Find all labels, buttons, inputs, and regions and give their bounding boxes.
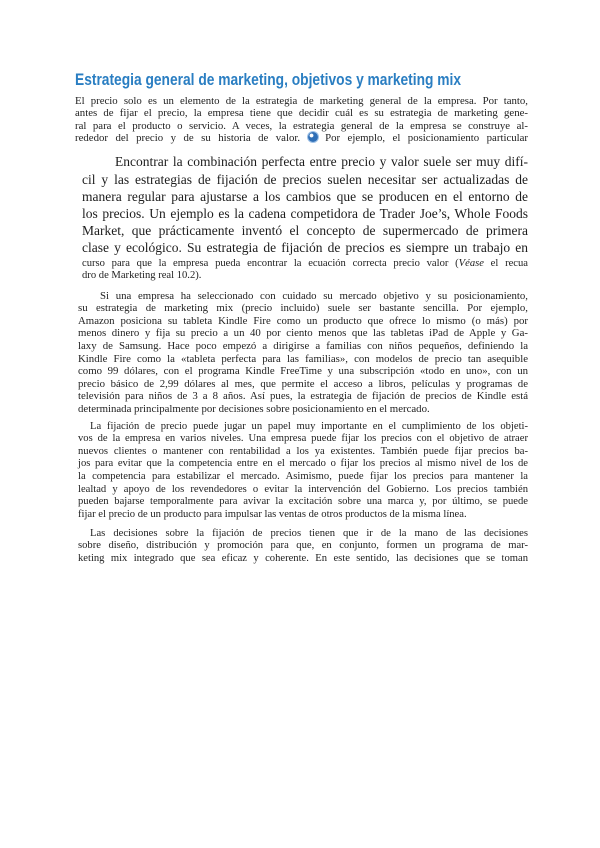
paragraph-line: La fijación de precio puede jugar un papel muy importante en el cumplimiento de los objeti-: [90, 420, 528, 432]
zoomed-line: los precios. Un ejemplo es la cadena competidora de Trader Joe’s, Whole Foods: [82, 205, 528, 221]
section-heading-text: Estrategia general de marketing, objetivos y marketing mix: [75, 70, 462, 89]
intro-line: antes de fijar el precio, la empresa tiene que decidir cuál es su estrategia de marketing gene-: [75, 107, 528, 120]
continuation-paragraph: [82, 258, 528, 283]
paragraph-marketing-mix: [78, 528, 528, 566]
section-heading: [75, 66, 467, 90]
continuation-text: curso para que la empresa pueda encontrar la ecuación correcta precio valor (: [82, 257, 459, 269]
intro-paragraph: [75, 95, 528, 145]
italic-reference: Véase: [458, 257, 484, 269]
zoomed-line: Market, que prácticamente inventó el concepto de supermercado de primera: [82, 223, 528, 239]
intro-line: [75, 132, 528, 145]
paragraph-objectives: [78, 421, 528, 522]
paragraph-positioning: [78, 290, 528, 416]
paragraph-line: pueden bajarse temporalmente para avivar la excitación sobre una marca y, por último, se puede: [78, 496, 528, 508]
paragraph-line: su estrategia de marketing mix (precio incluido) suele ser bastante sencilla. Por ejemplo,: [78, 302, 528, 315]
paragraph-line: lealtad y apoyo de los revendedores o evitar la intervención del Gobierno. Los precios también: [78, 483, 528, 495]
paragraph-line: nuevos clientes o mantener con rentabilidad a los ya existentes. También puede fijar precios ba-: [78, 445, 528, 457]
paragraph-line: Las decisiones sobre la fijación de precios tienen que ir de la mano de las decisiones: [90, 527, 528, 539]
zoomed-line: clase y ecológico. Su estrategia de fijación de precios es siempre un trabajo en: [82, 240, 528, 256]
intro-line-text: Por ejemplo, el posicionamiento particular: [325, 132, 529, 145]
paragraph-line: televisión para niños de 3 a 8 años. Así pues, la estrategia de fijación de precios de Kindle está: [78, 390, 528, 403]
paragraph-line: laxy de Samsung. Hace poco empezó a dirigirse a familias con niños pequeños, definiendo la: [78, 340, 528, 353]
continuation-line: dro de Marketing real 10.2).: [82, 270, 202, 282]
paragraph-line: jos para evitar que la competencia entre en el mercado o fijar los precios al mismo nivel de los de: [78, 458, 528, 470]
marketing-real-bullet-icon: [308, 132, 318, 142]
intro-line: El precio solo es un elemento de la estrategia de marketing general de la empresa. Por tanto,: [75, 94, 528, 107]
zoomed-line: manera regular para ajustarse a los cambios que se producen en el entorno de: [82, 188, 528, 204]
paragraph-line: menos dinero y fija su precio a un 40 por ciento menos que las tabletas iPad de Apple y Ga-: [78, 327, 528, 340]
continuation-line: [82, 258, 528, 271]
intro-line: ral para el producto o servicio. A veces, la estrategia general de la empresa se construye al-: [75, 119, 528, 132]
paragraph-line: la competencia para estabilizar el mercado. Asimismo, puede fijar los precios para mantener la: [78, 471, 528, 483]
paragraph-line: como 99 dólares, con el programa Kindle FreeTime y una subscripción «todo en uno», con un: [78, 365, 528, 378]
intro-line-text: rededor del precio y de su historia de valor.: [75, 132, 301, 145]
paragraph-line: Kindle Fire como la «tableta perfecta para las familias», con modelos de precio tan asequible: [78, 352, 528, 365]
paragraph-line: Amazon posiciona su tableta Kindle Fire como un producto que ofrece lo mismo (o más) por: [78, 314, 528, 327]
paragraph-line: Si una empresa ha seleccionado con cuidado su mercado objetivo y su posicionamiento,: [100, 289, 528, 302]
paragraph-line: sobre diseño, distribución y promoción para que, en conjunto, formen un programa de mar-: [78, 540, 528, 552]
zoomed-paragraph: [82, 153, 528, 256]
paragraph-line: precio básico de 2,99 dólares al mes, que permite el acceso a libros, películas y programas de: [78, 377, 528, 390]
continuation-text: el recua: [483, 257, 528, 269]
paragraph-line: keting mix integrado que sea eficaz y coherente. En este sentido, las decisiones que se toman: [78, 552, 528, 564]
zoomed-line: Encontrar la combinación perfecta entre precio y valor suele ser muy difí-: [115, 154, 528, 170]
paragraph-line: fijar el precio de un producto para impulsar las ventas de otros productos de la misma línea.: [78, 508, 467, 520]
paragraph-line: vos de la empresa en varios niveles. Una empresa puede fijar los precios con el objetivo de atraer: [78, 433, 528, 445]
zoomed-line: cil y las estrategias de fijación de precios suelen necesitar ser actualizadas de: [82, 171, 528, 187]
paragraph-line: determinada principalmente por decisiones sobre posicionamiento en el mercado.: [78, 403, 430, 416]
